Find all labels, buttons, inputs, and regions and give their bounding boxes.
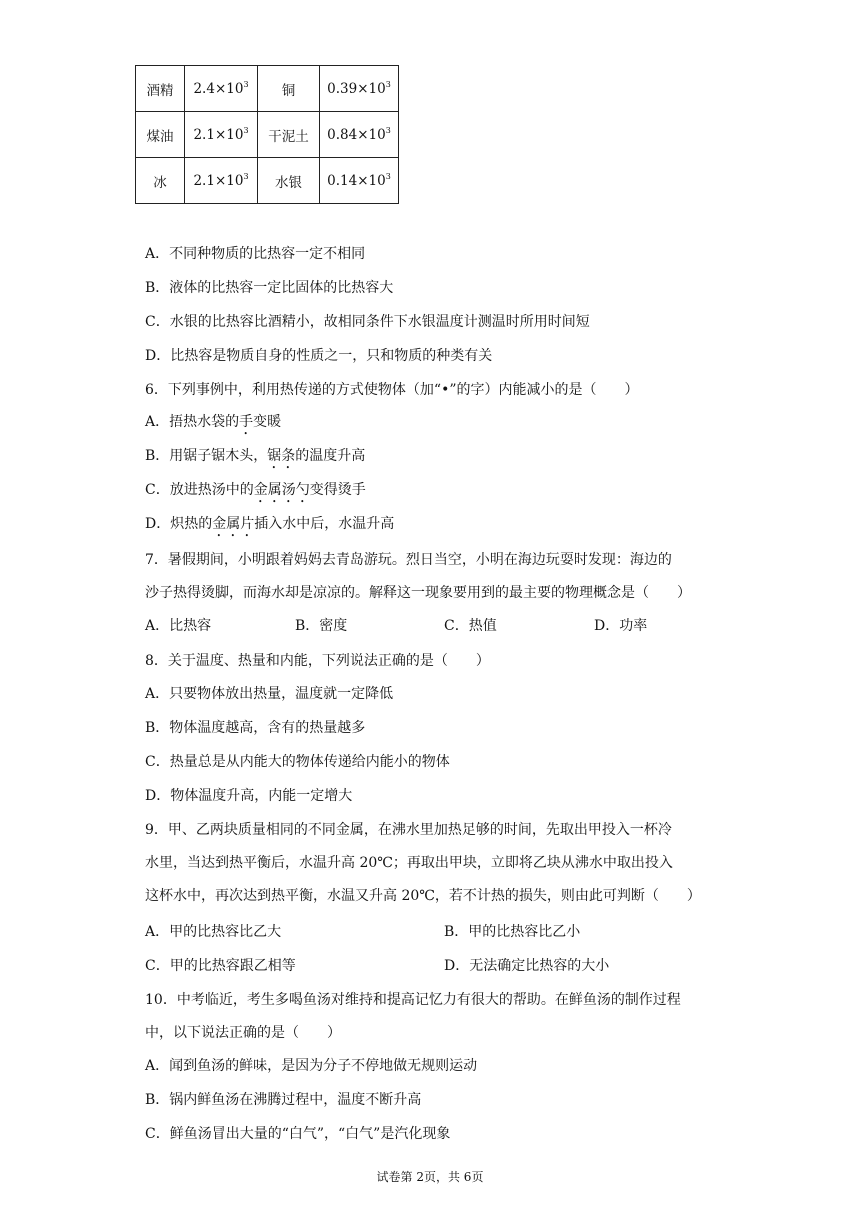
table-cell: $2.1\times 10^3$ xyxy=(185,112,258,158)
option-d: D．无法确定比热容的大小 xyxy=(444,958,610,974)
question-6-stem: 6．下列事例中，利用热传递的方式使物体（加“•”的字）内能减小的是（ ） xyxy=(145,382,639,398)
option-b: B．物体温度越高，含有的热量越多 xyxy=(145,720,366,736)
question-10-line-2: 中，以下说法正确的是（ ） xyxy=(145,1025,341,1041)
option-c: C．热量总是从内能大的物体传递给内能小的物体 xyxy=(145,754,450,770)
emphasis-text: 金属汤勺 xyxy=(253,482,310,498)
table-cell: 冰 xyxy=(136,158,185,204)
emphasis-text: 金属片 xyxy=(212,516,255,532)
table-row xyxy=(136,112,399,158)
table-cell: 煤油 xyxy=(136,112,185,158)
option-d: D．比热容是物质自身的性质之一，只和物质的种类有关 xyxy=(145,348,493,364)
option-c: C．甲的比热容跟乙相等 xyxy=(145,958,296,974)
option-b: B．密度 xyxy=(295,618,348,634)
question-7-line-2: 沙子热得烫脚，而海水却是凉凉的。解释这一现象要用到的最主要的物理概念是（ ） xyxy=(145,585,691,601)
question-8-stem: 8．关于温度、热量和内能，下列说法正确的是（ ） xyxy=(145,653,490,669)
question-10-line-1: 10．中考临近，考生多喝鱼汤对维持和提高记忆力有很大的帮助。在鲜鱼汤的制作过程 xyxy=(145,992,681,1008)
option-a: A．闻到鱼汤的鲜味，是因为分子不停地做无规则运动 xyxy=(145,1058,478,1074)
option-b: B．锅内鲜鱼汤在沸腾过程中，温度不断升高 xyxy=(145,1092,422,1108)
question-9-line-3: 这杯水中，再次达到热平衡，水温又升高 20℃，若不计热的损失，则由此可判断（ ） xyxy=(145,888,701,904)
question-9-line-2: 水里，当达到热平衡后，水温升高 20℃；再取出甲块，立即将乙块从沸水中取出投入 xyxy=(145,855,673,871)
option-c: C．鲜鱼汤冒出大量的“白气”，“白气”是汽化现象 xyxy=(145,1126,451,1142)
option-a: A．甲的比热容比乙大 xyxy=(145,924,282,940)
table-cell: $0.84\times 10^3$ xyxy=(320,112,399,158)
option-b: B．用锯子锯木头，锯条的温度升高 xyxy=(145,448,366,464)
option-d: D．炽热的金属片插入水中后，水温升高 xyxy=(145,516,395,532)
table-cell: 干泥土 xyxy=(258,112,320,158)
table-cell: $0.14\times 10^3$ xyxy=(320,158,399,204)
table-row xyxy=(136,66,399,112)
table-cell: $2.4\times 10^3$ xyxy=(185,66,258,112)
emphasis-text: 手 xyxy=(239,414,254,430)
option-a: A．只要物体放出热量，温度就一定降低 xyxy=(145,686,394,702)
emphasis-text: 锯条 xyxy=(267,448,296,464)
option-b: B．液体的比热容一定比固体的比热容大 xyxy=(145,280,394,296)
table-row xyxy=(136,158,399,204)
option-c: C．热值 xyxy=(444,618,497,634)
table-cell: 水银 xyxy=(258,158,320,204)
question-7-line-1: 7．暑假期间，小明跟着妈妈去青岛游玩。烈日当空，小明在海边玩耍时发现：海边的 xyxy=(145,552,672,568)
option-d: D．物体温度升高，内能一定增大 xyxy=(145,788,353,804)
page-footer: 试卷第 2页，共 6页 xyxy=(376,1170,484,1184)
option-a: A．比热容 xyxy=(145,618,212,634)
table-cell: $2.1\times 10^3$ xyxy=(185,158,258,204)
table-cell: 酒精 xyxy=(136,66,185,112)
option-c: C．放进热汤中的金属汤勺变得烫手 xyxy=(145,482,366,498)
table-cell: $0.39\times 10^3$ xyxy=(320,66,399,112)
specific-heat-table xyxy=(135,65,399,204)
option-b: B．甲的比热容比乙小 xyxy=(444,924,581,940)
option-d: D．功率 xyxy=(594,618,648,634)
option-a: A．不同种物质的比热容一定不相同 xyxy=(145,246,366,262)
option-a: A．捂热水袋的手变暖 xyxy=(145,414,282,430)
question-9-line-1: 9．甲、乙两块质量相同的不同金属，在沸水里加热足够的时间，先取出甲投入一杯冷 xyxy=(145,822,672,838)
table-cell: 铜 xyxy=(258,66,320,112)
option-c: C．水银的比热容比酒精小，故相同条件下水银温度计测温时所用时间短 xyxy=(145,314,590,330)
